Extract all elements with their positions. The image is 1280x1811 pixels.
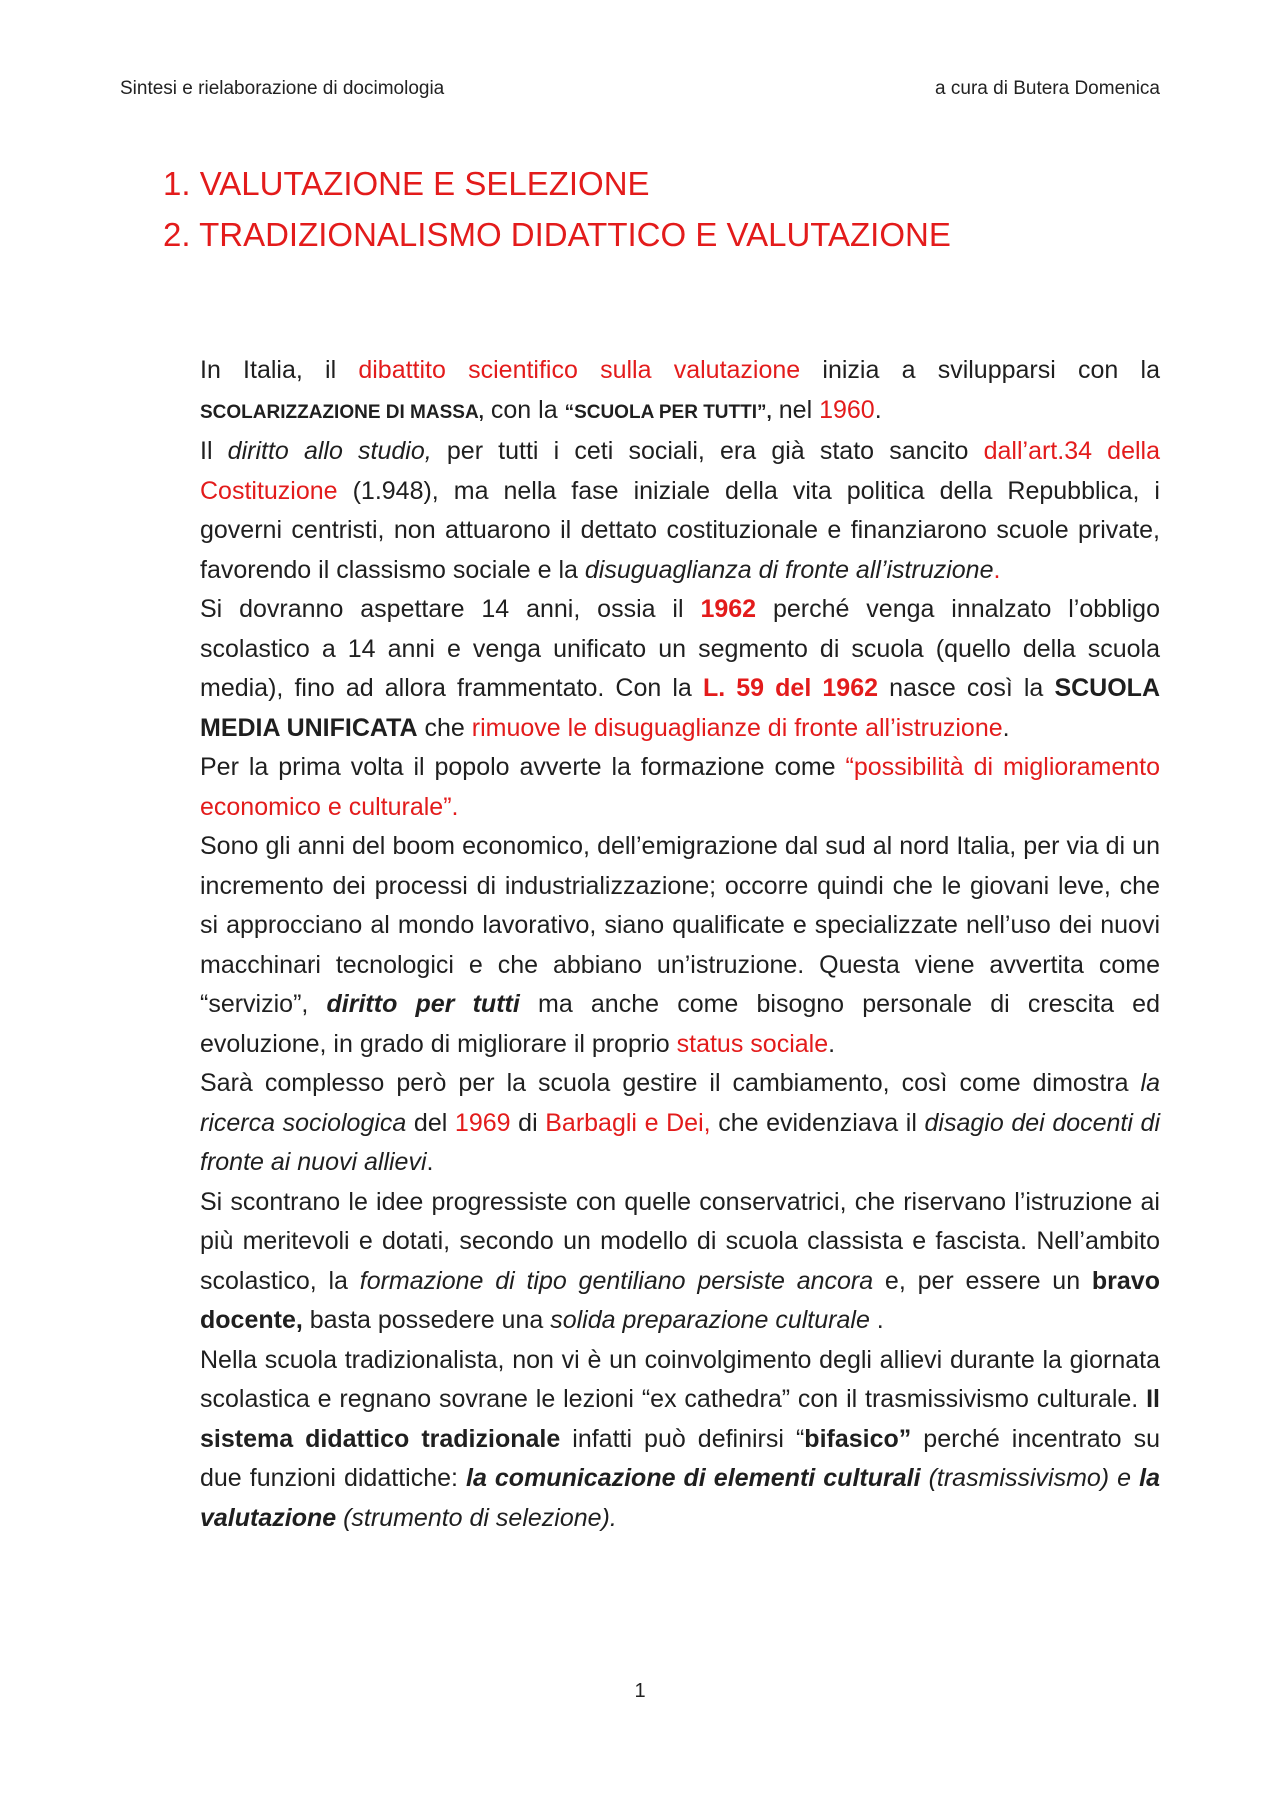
heading-2: 2. TRADIZIONALISMO DIDATTICO E VALUTAZIONE bbox=[163, 216, 951, 253]
paragraph-6: Sarà complesso però per la scuola gestire il cambiamento, così come dimostra la ricerca sociologica del 1969 di Barbagli e Dei, che evidenziava il disagio dei docenti di fronte ai nuovi allievi. bbox=[200, 1069, 1161, 1176]
page-number: 1 bbox=[634, 1680, 646, 1702]
paragraph-3: Si dovranno aspettare 14 anni, ossia il 1962 perché venga innalzato l’obbligo scolastico a 14 anni e venga unificato un segmento di scuola (quello della scuola media), fino ad allora frammentato. Con la L. 59 del 1962 nasce così la SCUOLA MEDIA UNIFICATA che rimuove le disuguaglianze di fronte all’istruzione. bbox=[200, 595, 1161, 742]
paragraph-2: Il diritto allo studio, per tutti i ceti sociali, era già stato sancito dall’art.34 della Costituzione (1.948), ma nella fase iniziale della vita politica della Repubblica, i governi centristi, non attuarono il dettato costituzionale e finanziarono scuole private, favorendo il classismo sociale e la disuguaglianza di fronte all’istruzione. bbox=[200, 437, 1160, 584]
document-body bbox=[200, 351, 1160, 1538]
paragraph-5: Sono gli anni del boom economico, dell’emigrazione dal sud al nord Italia, per via di un incremento dei processi di industrializzazione; occorre quindi che le giovani leve, che si approcciano al mondo lavorativo, siano qualificate e specializzate nell’uso dei nuovi macchinari tecnologici e che abbiano un’istruzione. Questa viene avvertita come “servizio”, diritto per tutti ma anche come bisogno personale di crescita ed evoluzione, in grado di migliorare il proprio status sociale. bbox=[200, 832, 1160, 1058]
paragraph-4: Per la prima volta il popolo avverte la formazione come “possibilità di miglioramento economico e culturale”. bbox=[200, 753, 1160, 821]
section-headings bbox=[163, 158, 951, 260]
paragraph-1: In Italia, il dibattito scientifico sulla valutazione inizia a svilupparsi con la SCOLARIZZAZIONE DI MASSA, con la “SCUOLA PER TUTTI”, nel 1960. bbox=[200, 356, 1160, 424]
page-header bbox=[120, 78, 1160, 100]
paragraph-8: Nella scuola tradizionalista, non vi è un coinvolgimento degli allievi durante la giornata scolastica e regnano sovrane le lezioni “ex cathedra” con il trasmissivismo culturale. Il sistema didattico tradizionale infatti può definirsi “bifasico” perché incentrato su due funzioni didattiche: la comunicazione di elementi culturali (trasmissivismo) e la valutazione (strumento di selezione). bbox=[200, 1345, 1160, 1532]
paragraph-7: Si scontrano le idee progressiste con quelle conservatrici, che riservano l’istruzione ai più meritevoli e dotati, secondo un modello di scuola classista e fascista. Nell’ambito scolastico, la formazione di tipo gentiliano persiste ancora e, per essere un bravo docente, basta possedere una solida preparazione culturale . bbox=[200, 1187, 1160, 1334]
header-left: Sintesi e rielaborazione di docimologia bbox=[120, 78, 445, 99]
heading-1: 1. VALUTAZIONE E SELEZIONE bbox=[163, 165, 650, 202]
header-right: a cura di Butera Domenica bbox=[935, 78, 1160, 99]
